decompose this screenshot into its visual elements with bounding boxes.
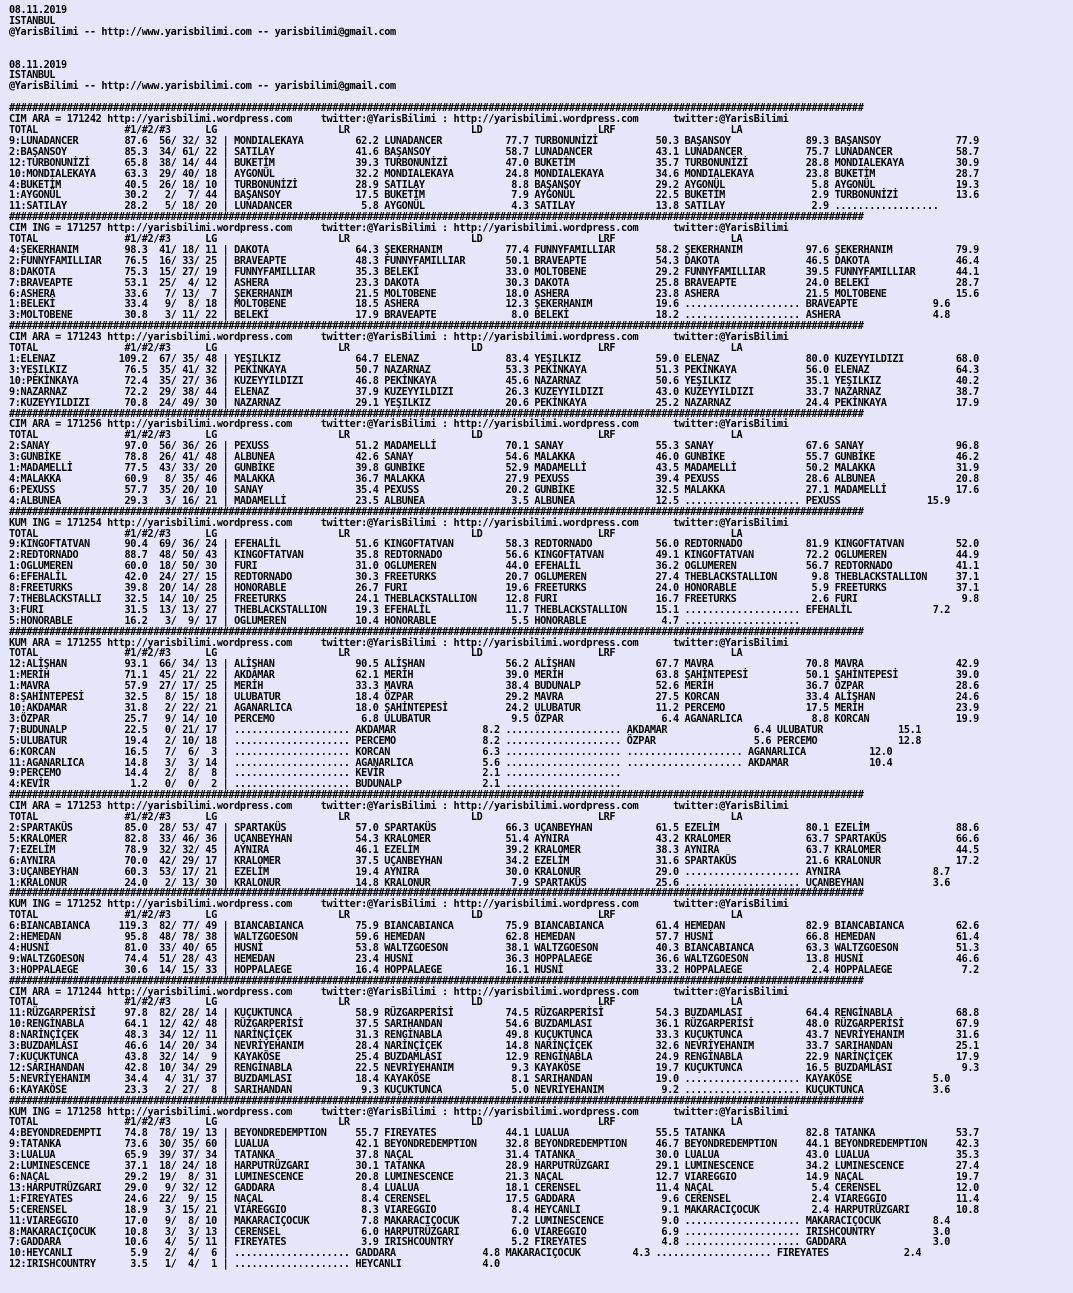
document-line: TOTAL #1/#2/#3 LG LR LD LRF LA [9, 1117, 743, 1129]
document-line: 1:FIREYATES 24.6 22/ 9/ 15 | NAÇAL 8.4 CERENSEL 17.5 GADDARA 9.6 CERENSEL 2.4 VIAREGGIO 11.4 [9, 1193, 979, 1205]
document-line: 2:LUMINESCENCE 37.1 18/ 24/ 18 | HARPUTRÜZGARI 30.1 TATANKA 28.9 HARPUTRÜZGARI 29.1 LUMINESCENCE 34.2 LUMINESCENCE 27.4 [9, 1161, 979, 1173]
document-line: CIM ARA = 171242 http://yarisbilimi.wordpress.com twitter:@YarisBilimi : http://yarisbilimi.wordpress.com twitter:@YarisBilimi [9, 114, 789, 126]
document-line: 9:KINGOFTATVAN 90.4 69/ 36/ 24 | EFEHALİL 51.6 KINGOFTATVAN 58.3 REDTORNADO 56.0 REDTORNADO 81.9 KINGOFTATVAN 52.0 [9, 539, 979, 551]
document-line: TOTAL #1/#2/#3 LG LR LD LRF LA [9, 124, 743, 136]
document-line: 2:REDTORNADO 88.7 48/ 50/ 43 | KINGOFTATVAN 35.8 REDTORNADO 56.6 KINGOFTATVAN 49.1 KINGOFTATVAN 72.2 OGLUMEREN 44.9 [9, 550, 979, 562]
document-line: 11:SATILAY 28.2 5/ 18/ 20 | LUNADANCER 5.8 AYGONÜL 4.3 SATILAY 13.8 SATILAY 2.9 .................. [9, 201, 939, 213]
document-line: KUM ING = 171252 http://yarisbilimi.wordpress.com twitter:@YarisBilimi : http://yarisbilimi.wordpress.com twitter:@YarisBilimi [9, 899, 789, 911]
document-line: 3:GUNBİKE 78.8 26/ 41/ 48 | ALBUNEA 42.6 SANAY 54.6 MALAKKA 46.0 GUNBİKE 55.7 GUNBİKE 46.2 [9, 452, 979, 464]
document-line: 6:KAYAKÖSE 23.3 2/ 27/ 8 | SARIHANDAN 9.3 KUÇUKTUNCA 5.0 NEVRİYEHANIM 9.2 .................... KUÇUKTUNCA 3.6 [9, 1084, 951, 1096]
document-line: 8:NARİNÇİÇEK 48.3 34/ 12/ 11 | NARİNÇİÇEK 31.3 RENGİNABLA 49.8 KUÇUKTUNCA 33.3 KUÇUKTUNCA 43.7 NEVRİYEHANIM 31.6 [9, 1030, 979, 1042]
document-line: #################################################################################################################################################### [9, 103, 864, 115]
document-line: 7:THEBLACKSTALLI 32.5 14/ 10/ 25 | FREETURKS 24.1 THEBLACKSTALLION 12.8 FURI 16.7 FREETURKS 2.6 FURI 9.8 [9, 593, 979, 605]
document-line: ISTANBUL [9, 70, 56, 82]
document-line: 12:SARIHANDAN 42.8 10/ 34/ 29 | RENGİNABLA 22.5 NEVRİYEHANIM 9.3 KAYAKÖSE 19.7 KUÇUKTUNCA 16.5 BUZDAMLASI 9.3 [9, 1062, 979, 1074]
document-line: 5:ULUBATUR 19.4 2/ 10/ 18 | .................... PERCEMO 8.2 .................... ÖZPAR 5.6 PERCEMO 12.8 [9, 735, 922, 747]
document-line: TOTAL #1/#2/#3 LG LR LD LRF LA [9, 812, 743, 824]
document-line: TOTAL #1/#2/#3 LG LR LD LRF LA [9, 910, 743, 922]
document-line: 4:MALAKKA 60.9 8/ 35/ 46 | MALAKKA 36.7 MALAKKA 27.9 PEXUSS 39.4 PEXUSS 28.6 ALBUNEA 20.8 [9, 473, 979, 485]
document-line: #################################################################################################################################################### [9, 975, 864, 987]
document-line: 5:HONORABLE 16.2 3/ 9/ 17 | OGLUMEREN 10.4 HONORABLE 5.5 HONORABLE 4.7 .................... [9, 615, 800, 627]
document-line: 4:BUKETİM 40.5 26/ 18/ 10 | TURBONUNİZİ 28.9 SATILAY 8.8 BAŞANSOY 29.2 AYGONÜL 5.8 AYGONÜL 19.3 [9, 179, 979, 191]
document-line: 7:BUDUNALP 22.5 0/ 21/ 17 | .................... AKDAMAR 8.2 .................... AKDAMAR 6.4 ULUBATUR 15.1 [9, 724, 922, 736]
document-line: 12:TURBONUNİZİ 65.8 38/ 14/ 44 | BUKETİM 39.3 TURBONUNİZİ 47.0 BUKETİM 35.7 TURBONUNİZİ 28.8 MONDIALEKAYA 30.9 [9, 157, 979, 169]
document-line: CIM ARA = 171244 http://yarisbilimi.wordpress.com twitter:@YarisBilimi : http://yarisbilimi.wordpress.com twitter:@YarisBilimi [9, 986, 789, 998]
document-line: KUM ING = 171258 http://yarisbilimi.wordpress.com twitter:@YarisBilimi : http://yarisbilimi.wordpress.com twitter:@YarisBilimi [9, 1106, 789, 1118]
document-line: #################################################################################################################################################### [9, 888, 864, 900]
document-line: TOTAL #1/#2/#3 LG LR LD LRF LA [9, 528, 743, 540]
document-line: 11:AGANARLICA 14.8 3/ 3/ 14 | .................... AGANARLICA 5.6 .................... .................... AKDAMAR 10.4 [9, 757, 893, 769]
document-line: CIM ARA = 171243 http://yarisbilimi.wordpress.com twitter:@YarisBilimi : http://yarisbilimi.wordpress.com twitter:@YarisBilimi [9, 332, 789, 344]
document-line: 2:SPARTAKÜS 85.0 28/ 53/ 47 | SPARTAKÜS 57.0 SPARTAKÜS 66.3 UÇANBEYHAN 61.5 EZELİM 80.1 EZELİM 88.6 [9, 822, 979, 834]
document-line: 9:TATANKA 73.6 30/ 35/ 60 | LUALUA 42.1 BEYONDREDEMPTION 32.8 BEYONDREDEMPTION 46.7 BEYONDREDEMPTION 44.1 BEYONDREDEMPTION 42.3 [9, 1139, 979, 1151]
document-line: 8:MAKARACIÇOCUK 10.8 3/ 3/ 13 | CERENSEL 6.0 HARPUTRÜZGARI 6.0 VIAREGGIO 6.9 .................... IRISHCOUNTRY 3.0 [9, 1226, 951, 1238]
document-line: 3:BUZDAMLASI 46.6 14/ 20/ 34 | NEVRİYEHANIM 28.4 NARİNÇİÇEK 14.8 NARİNÇİÇEK 32.6 NEVRİYEHANIM 33.7 SARIHANDAN 25.1 [9, 1041, 979, 1053]
document-line: 08.11.2019 [9, 59, 67, 71]
document-line: 4:BEYONDREDEMPTI 74.8 78/ 19/ 13 | BEYONDREDEMPTION 55.7 FIREYATES 44.1 LUALUA 55.5 TATANKA 82.8 TATANKA 53.7 [9, 1128, 979, 1140]
document-line: 6:NAÇAL 29.2 19/ 8/ 31 | LUMINESCENCE 20.8 LUMINESCENCE 21.3 NAÇAL 12.7 VIAREGGIO 14.9 NAÇAL 19.7 [9, 1171, 979, 1183]
document-line: 6:AYNIRA 70.0 42/ 29/ 17 | KRALOMER 37.5 UÇANBEYHAN 34.2 EZELİM 31.6 SPARTAKÜS 21.6 KRALONUR 17.2 [9, 855, 979, 867]
document-line: 3:MOLTOBENE 30.8 3/ 11/ 22 | BELEKİ 17.9 BRAVEAPTE 8.0 BELEKİ 18.2 .................... ASHERA 4.8 [9, 310, 951, 322]
document-line: ISTANBUL [9, 15, 56, 27]
document-line: TOTAL #1/#2/#3 LG LR LD LRF LA [9, 648, 743, 660]
document-line: 6:KORCAN 16.5 7/ 6/ 3 | .................... KORCAN 6.3 .................... .................... AGANARLICA 12.0 [9, 746, 893, 758]
document-line: #################################################################################################################################################### [9, 408, 864, 420]
document-line: 7:EZELİM 78.9 32/ 32/ 45 | AYNIRA 46.1 EZELİM 39.2 KRALOMER 38.3 AYNIRA 63.7 KRALOMER 44.5 [9, 844, 979, 856]
document-line: @YarisBilimi -- http://www.yarisbilimi.com -- yarisbilimi@gmail.com [9, 26, 396, 38]
document-line: 6:EFEHALİL 42.0 24/ 27/ 15 | REDTORNADO 30.3 FREETURKS 20.7 OGLUMEREN 27.4 THEBLACKSTALLION 9.8 THEBLACKSTALLION 37.1 [9, 572, 979, 584]
document-line: #################################################################################################################################################### [9, 506, 864, 518]
document-line: 6:BIANCABIANCA 119.3 82/ 77/ 49 | BIANCABIANCA 75.9 BIANCABIANCA 75.9 BIANCABIANCA 61.4 HEMEDAN 82.9 BIANCABIANCA 62.6 [9, 921, 979, 933]
document-line: CIM ARA = 171253 http://yarisbilimi.wordpress.com twitter:@YarisBilimi : http://yarisbilimi.wordpress.com twitter:@YarisBilimi [9, 801, 789, 813]
document-line: 7:BRAVEAPTE 53.1 25/ 4/ 12 | ASHERA 23.3 DAKOTA 30.3 DAKOTA 25.8 BRAVEAPTE 24.0 BELEKİ 28.7 [9, 277, 979, 289]
document-line: 3:FURI 31.5 13/ 13/ 27 | THEBLACKSTALLION 19.3 EFEHALİL 11.7 THEBLACKSTALLION 15.1 .................... EFEHALİL 7.2 [9, 604, 951, 616]
document-line: @YarisBilimi -- http://www.yarisbilimi.com -- yarisbilimi@gmail.com [9, 81, 396, 93]
document-line: 3:LUALUA 65.9 39/ 37/ 34 | TATANKA 37.8 NAÇAL 31.4 TATANKA 30.0 LUALUA 43.0 LUALUA 35.3 [9, 1150, 979, 1162]
document-line: 2:SANAY 97.0 56/ 36/ 26 | PEXUSS 51.2 MADAMELLİ 70.1 SANAY 55.3 SANAY 67.6 SANAY 96.8 [9, 441, 979, 453]
document-line: 1:MADAMELLİ 77.5 43/ 33/ 20 | GUNBİKE 39.8 GUNBİKE 52.9 MADAMELLİ 43.5 MADAMELLİ 50.2 MALAKKA 31.9 [9, 463, 979, 475]
document-line: 9:NAZARNAZ 72.2 29/ 38/ 44 | ELENAZ 37.9 KUZEYYILDIZI 26.3 KUZEYYILDIZI 43.0 KUZEYYILDIZI 33.7 NAZARNAZ 38.7 [9, 386, 979, 398]
document-line: TOTAL #1/#2/#3 LG LR LD LRF LA [9, 234, 743, 246]
document-line: 7:KUÇUKTUNCA 43.8 32/ 14/ 9 | KAYAKÖSE 25.4 BUZDAMLASI 12.9 RENGİNABLA 24.9 RENGİNABLA 22.9 NARİNÇİÇEK 17.9 [9, 1052, 979, 1063]
document-line: 2:FUNNYFAMILLIAR 76.5 16/ 33/ 25 | BRAVEAPTE 48.3 FUNNYFAMILLIAR 50.1 BRAVEAPTE 54.3 DAKOTA 46.5 DAKOTA 46.4 [9, 255, 979, 267]
document-line: 10:AKDAMAR 31.8 2/ 22/ 21 | AGANARLICA 18.0 ŞAHİNTEPESİ 24.2 ULUBATUR 11.2 PERCEMO 17.5 MERİH 23.9 [9, 703, 979, 714]
document-line: 6:ASHERA 33.6 7/ 13/ 7 | ŞEKERHANIM 21.5 MOLTOBENE 18.0 ASHERA 23.8 ASHERA 21.5 MOLTOBENE 15.6 [9, 288, 979, 300]
document-line: 4:ŞEKERHANIM 98.3 41/ 18/ 11 | DAKOTA 64.3 ŞEKERHANIM 77.4 FUNNYFAMILLIAR 58.2 ŞEKERHANIM 97.6 ŞEKERHANIM 79.9 [9, 244, 979, 256]
document-line: KUM ARA = 171255 http://yarisbilimi.wordpress.com twitter:@YarisBilimi : http://yarisbilimi.wordpress.com twitter:@YarisBilimi [9, 637, 789, 649]
document-line: 13:HARPUTRÜZGARI 29.0 9/ 32/ 12 | GADDARA 8.4 LUALUA 18.1 CERENSEL 11.4 NAÇAL 5.4 CERENSEL 12.0 [9, 1182, 979, 1194]
document-line: #################################################################################################################################################### [9, 212, 864, 224]
document-line: 10:MONDIALEKAYA 63.3 29/ 40/ 18 | AYGONÜL 32.2 MONDIALEKAYA 24.8 MONDIALEKAYA 34.6 MONDIALEKAYA 23.8 BUKETİM 28.7 [9, 168, 979, 180]
document-line: 11:VIAREGGIO 17.0 9/ 8/ 10 | MAKARACIÇOCUK 7.8 MAKARACIÇOCUK 7.2 LUMINESCENCE 9.0 .................... MAKARACIÇOCUK 8.4 [9, 1215, 951, 1227]
document-line: 10:HEYCANLI 5.9 2/ 4/ 6 | .................... GADDARA 4.8 MAKARACIÇOCUK 4.3 .................... FIREYATES 2.4 [9, 1248, 922, 1260]
document-line: 10:PEKİNKAYA 72.4 35/ 27/ 36 | KUZEYYILDIZI 46.8 PEKİNKAYA 45.6 NAZARNAZ 50.6 YEŞILKIZ 35.1 YEŞILKIZ 40.2 [9, 375, 979, 387]
document-line: 7:KUZEYYILDIZI 70.8 24/ 49/ 30 | NAZARNAZ 29.1 YEŞILKIZ 20.6 PEKİNKAYA 25.2 NAZARNAZ 24.4 PEKİNKAYA 17.9 [9, 397, 979, 409]
document-line: 9:PERCEMO 14.4 2/ 8/ 8 | .................... KEVİR 2.1 .................... [9, 768, 621, 780]
document-line: 5:NEVRİYEHANIM 34.4 4/ 31/ 37 | BUZDAMLASI 18.4 KAYAKÖSE 8.1 SARIHANDAN 19.0 .................... KAYAKÖSE 5.0 [9, 1073, 951, 1085]
document-line: 1:BELEKİ 33.4 9/ 8/ 18 | MOLTOBENE 18.5 ASHERA 12.3 ŞEKERHANIM 19.6 .................... BRAVEAPTE 9.6 [9, 299, 951, 311]
document-line: 12:IRISHCOUNTRY 3.5 1/ 4/ 1 | .................... HEYCANLI 4.0 [9, 1259, 500, 1271]
document-line: 2:BAŞANSOY 85.3 34/ 61/ 22 | SATILAY 41.6 BAŞANSOY 58.7 LUNADANCER 43.1 LUNADANCER 75.7 LUNADANCER 58.7 [9, 146, 979, 158]
document-line: 1:KRALONUR 24.0 2/ 13/ 30 | KRALONUR 14.8 KRALONUR 7.9 SPARTAKÜS 25.6 .................... UÇANBEYHAN 3.6 [9, 877, 951, 889]
document-line: 3:HOPPALAEGE 30.6 14/ 15/ 33 | HOPPALAEGE 16.4 HOPPALAEGE 16.1 HUSNİ 33.2 HOPPALAEGE 2.4 HOPPALAEGE 7.2 [9, 964, 979, 976]
document-line: 1:MERİH 71.1 45/ 21/ 22 | AKDAMAR 62.1 MERİH 39.0 MERİH 63.8 ŞAHİNTEPESİ 50.1 ŞAHİNTEPESİ 39.0 [9, 670, 979, 682]
document-line: 5:KRALOMER 82.8 33/ 46/ 36 | UÇANBEYHAN 54.3 KRALOMER 51.4 AYNIRA 43.2 KRALOMER 63.7 SPARTAKÜS 66.6 [9, 833, 979, 845]
document-line: 8:FREETURKS 39.8 20/ 14/ 28 | HONORABLE 26.7 FURI 19.6 FREETURKS 24.0 HONORABLE 5.9 FREETURKS 37.1 [9, 583, 979, 595]
document-line: 7:GADDARA 10.6 4/ 5/ 11 | FIREYATES 3.9 IRISHCOUNTRY 5.2 FIREYATES 4.8 .................... GADDARA 3.0 [9, 1237, 951, 1249]
document-line: KUM ING = 171254 http://yarisbilimi.wordpress.com twitter:@YarisBilimi : http://yarisbilimi.wordpress.com twitter:@YarisBilimi [9, 517, 789, 529]
document-line: 2:HEMEDAN 95.8 48/ 78/ 38 | WALTZGOESON 59.6 HEMEDAN 62.8 HEMEDAN 57.7 HUSNİ 66.8 HEMEDAN 61.4 [9, 932, 979, 944]
document-line: TOTAL #1/#2/#3 LG LR LD LRF LA [9, 343, 743, 355]
document-line: 8:ŞAHİNTEPESİ 32.5 8/ 15/ 18 | ULUBATUR 18.4 ÖZPAR 29.2 MAVRA 27.5 KORCAN 33.4 ALİŞHAN 24.6 [9, 692, 979, 704]
document-line: #################################################################################################################################################### [9, 1095, 864, 1107]
document-line: 1:OGLUMEREN 60.0 18/ 50/ 30 | FURI 31.0 OGLUMEREN 44.0 EFEHALİL 36.2 OGLUMEREN 56.7 REDTORNADO 41.1 [9, 561, 979, 573]
document-line: TOTAL #1/#2/#3 LG LR LD LRF LA [9, 997, 743, 1009]
document-line: 3:YEŞILKIZ 76.5 35/ 41/ 32 | PEKİNKAYA 50.7 NAZARNAZ 53.3 PEKİNKAYA 51.3 PEKİNKAYA 56.0 ELENAZ 64.3 [9, 364, 979, 376]
document-line: 4:HUSNİ 81.0 33/ 40/ 65 | HUSNİ 53.8 WALTZGOESON 38.1 WALTZGOESON 40.3 BIANCABIANCA 63.3 WALTZGOESON 51.3 [9, 942, 979, 954]
document-line: 8:DAKOTA 75.3 15/ 27/ 19 | FUNNYFAMILLIAR 35.3 BELEKİ 33.0 MOLTOBENE 29.2 FUNNYFAMILLIAR 39.5 FUNNYFAMILLIAR 44.1 [9, 266, 979, 278]
document-line: 3:UÇANBEYHAN 60.3 53/ 17/ 21 | EZELİM 19.4 AYNIRA 30.0 KRALONUR 29.0 .................... AYNIRA 8.7 [9, 866, 951, 878]
document-line: #################################################################################################################################################### [9, 626, 864, 638]
document-line: 1:MAVRA 57.9 27/ 17/ 25 | MERİH 33.3 MAVRA 38.4 BUDUNALP 52.6 MERİH 36.7 ÖZPAR 28.6 [9, 681, 979, 693]
document-line: 4:ALBUNEA 29.3 3/ 16/ 21 | MADAMELLİ 23.5 ALBUNEA 3.5 ALBUNEA 12.5 .................... PEXUSS 15.9 [9, 495, 951, 507]
document-line: 6:PEXUSS 57.7 35/ 20/ 10 | SANAY 35.4 PEXUSS 20.2 GUNBİKE 32.5 MALAKKA 27.1 MADAMELLİ 17.6 [9, 484, 979, 496]
document-line: #################################################################################################################################################### [9, 321, 864, 333]
document-line: 11:RÜZGARPERİSİ 97.8 82/ 28/ 14 | KUÇUKTUNCA 58.9 RÜZGARPERİSİ 74.5 RÜZGARPERİSİ 54.3 BUZDAMLASI 64.4 RENGİNABLA 68.8 [9, 1008, 979, 1020]
document-line: 9:LUNADANCER 87.6 56/ 32/ 32 | MONDIALEKAYA 62.2 LUNADANCER 77.7 TURBONUNİZİ 50.3 BAŞANSOY 89.3 BAŞANSOY 77.9 [9, 135, 979, 147]
document-line: 9:WALTZGOESON 74.4 51/ 28/ 43 | HEMEDAN 23.4 HUSNİ 36.3 HOPPALAEGE 36.6 WALTZGOESON 13.8 HUSNİ 46.6 [9, 953, 979, 965]
document-line: 08.11.2019 [9, 5, 67, 16]
document-line: TOTAL #1/#2/#3 LG LR LD LRF LA [9, 430, 743, 442]
document-line: 4:KEVİR 1.2 0/ 0/ 2 | .................... BUDUNALP 2.1 .................... [9, 779, 621, 791]
document-line: 3:ÖZPAR 25.7 9/ 14/ 10 | PERCEMO 6.8 ULUBATUR 9.5 ÖZPAR 6.4 AGANARLICA 8.8 KORCAN 19.9 [9, 713, 979, 725]
document-line: 1:AYGONÜL 30.2 2/ 7/ 44 | BAŞANSOY 17.5 BUKETİM 7.9 AYGONÜL 22.5 BUKETİM 2.9 TURBONUNİZİ 13.6 [9, 190, 979, 202]
document-line: CIM ING = 171257 http://yarisbilimi.wordpress.com twitter:@YarisBilimi : http://yarisbilimi.wordpress.com twitter:@YarisBilimi [9, 223, 789, 235]
document-line: 10:RENGİNABLA 64.1 12/ 42/ 48 | RÜZGARPERİSİ 37.5 SARIHANDAN 54.6 BUZDAMLASI 36.1 RÜZGARPERİSİ 48.0 RÜZGARPERİSİ 67.9 [9, 1019, 979, 1031]
document-line: 1:ELENAZ 109.2 67/ 35/ 48 | YEŞILKIZ 64.7 ELENAZ 83.4 YEŞILKIZ 59.0 ELENAZ 80.0 KUZEYYILDIZI 68.0 [9, 354, 979, 365]
document-line: #################################################################################################################################################### [9, 790, 864, 802]
document-line: 5:CERENSEL 18.9 3/ 15/ 21 | VIAREGGIO 8.3 VIAREGGIO 8.4 HEYCANLI 9.1 MAKARACIÇOCUK 2.4 HARPUTRÜZGARI 10.8 [9, 1204, 979, 1216]
document-line: 12:ALİŞHAN 93.1 66/ 34/ 13 | ALİŞHAN 90.5 ALİŞHAN 56.2 ALİŞHAN 67.7 MAVRA 70.8 MAVRA 42.9 [9, 659, 979, 671]
document-line: CIM ARA = 171256 http://yarisbilimi.wordpress.com twitter:@YarisBilimi : http://yarisbilimi.wordpress.com twitter:@YarisBilimi [9, 419, 789, 431]
